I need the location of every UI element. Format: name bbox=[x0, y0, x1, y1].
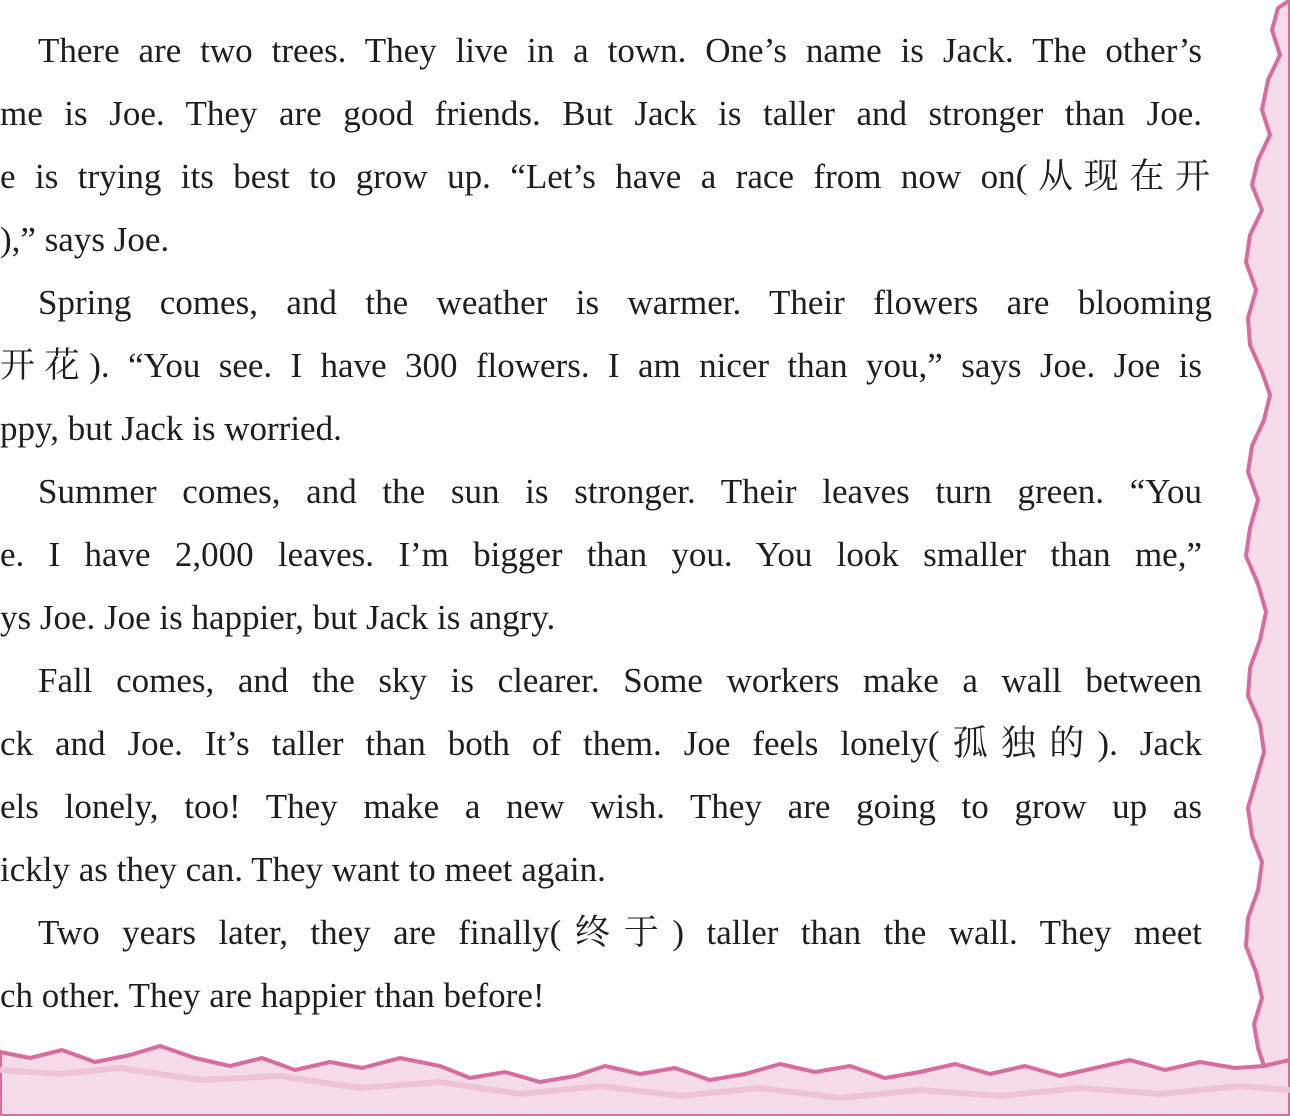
story-line: ck and Joe. It’s taller than both of them. Joe feels lonely(孤独的). Jack bbox=[0, 724, 1202, 763]
story-line: els lonely, too! They make a new wish. They are going to grow up as bbox=[0, 787, 1202, 826]
story-line: 开花). “You see. I have 300 flowers. I am nicer than you,” says Joe. Joe is bbox=[0, 346, 1202, 385]
story-line: ),” says Joe. bbox=[0, 220, 170, 259]
story-line: Two years later, they are finally(终于) taller than the wall. They meet bbox=[38, 913, 1202, 952]
story-line: ppy, but Jack is worried. bbox=[0, 409, 342, 448]
story-line: There are two trees. They live in a town. One’s name is Jack. The other’s bbox=[38, 31, 1202, 70]
story-line: e is trying its best to grow up. “Let’s have a race from now on(从现在开 bbox=[0, 157, 1210, 196]
story-line: me is Joe. They are good friends. But Jack is taller and stronger than Joe. bbox=[0, 94, 1202, 133]
story-line: Fall comes, and the sky is clearer. Some workers make a wall between bbox=[38, 661, 1202, 700]
story-line: e. I have 2,000 leaves. I’m bigger than you. You look smaller than me,” bbox=[0, 535, 1202, 574]
story-line: ickly as they can. They want to meet again. bbox=[0, 850, 606, 889]
story-line: ys Joe. Joe is happier, but Jack is angry. bbox=[0, 598, 556, 637]
story-line: Spring comes, and the weather is warmer. Their flowers are blooming bbox=[38, 283, 1212, 322]
story-line: ch other. They are happier than before! bbox=[0, 976, 545, 1015]
story-line: Summer comes, and the sun is stronger. Their leaves turn green. “You bbox=[38, 472, 1202, 511]
